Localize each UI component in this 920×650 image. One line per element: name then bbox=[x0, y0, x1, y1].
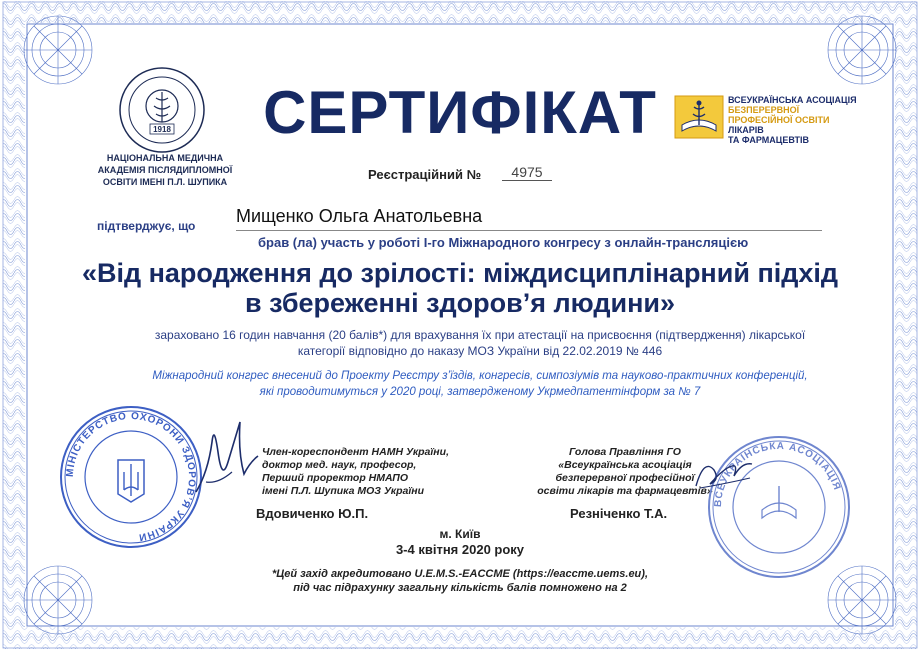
signature-right-icon bbox=[690, 448, 760, 498]
credits-line1: зараховано 16 годин навчання (20 балів*) для врахування їх при атестації на присвоєння (підтвердження) лікарської bbox=[154, 328, 806, 342]
medical-academy-seal-icon bbox=[118, 66, 206, 154]
association-book-logo-icon bbox=[674, 95, 724, 139]
left-org-name bbox=[95, 152, 235, 188]
participation-text: брав (ла) участь у роботі І-го Міжнародного конгресу з онлайн-трансляцією bbox=[258, 235, 749, 250]
footnote-line1: *Цей захід акредитовано U.E.M.S.-EACCME (https://eaccme.uems.eu), bbox=[271, 568, 648, 580]
stamp-left-text: МІНІСТЕРСТВО ОХОРОНИ ЗДОРОВ’Я УКРАЇНИ bbox=[64, 410, 198, 543]
signatory-left-line4: імені П.Л. Шупика МОЗ України bbox=[262, 485, 425, 497]
signatory-right-line4: освіти лікарів та фармацевтів» bbox=[537, 485, 713, 497]
right-org-line1: ВСЕУКРАЇНСЬКА АСОЦІАЦІЯ bbox=[728, 95, 857, 105]
stamp-right-text: ВСЕУКРАЇНСЬКА АСОЦІАЦІЯ bbox=[712, 440, 843, 508]
footnote bbox=[0, 567, 920, 595]
footnote-line2: під час підрахунку загальну кількість балів помножено на 2 bbox=[293, 582, 627, 594]
date: 3-4 квітня 2020 року bbox=[395, 542, 525, 557]
event-title-line2: в збереженні здоров’я людини» bbox=[244, 288, 676, 318]
event-title-line1: «Від народження до зрілості: міждисциплінарний підхід bbox=[81, 258, 839, 288]
seal-year: 1918 bbox=[153, 125, 171, 134]
signatory-right-line3: безперервної професійної bbox=[555, 472, 695, 484]
registry-line2: які проводитимуться у 2020 році, затвердженому Укрмедпатентінформ за № 7 bbox=[259, 386, 701, 398]
signatory-left-title bbox=[262, 446, 462, 498]
credits-text bbox=[90, 327, 870, 359]
event-title bbox=[0, 258, 920, 318]
registry-note bbox=[90, 368, 870, 400]
signatory-left-name: Вдовиченко Ю.П. bbox=[256, 506, 369, 521]
place: м. Київ bbox=[439, 527, 481, 541]
right-org-line5: ТА ФАРМАЦЕВТІВ bbox=[728, 135, 809, 145]
left-org-line1: НАЦІОНАЛЬНА МЕДИЧНА bbox=[106, 153, 224, 163]
credits-line2: категорії відповідно до наказу МОЗ України від 22.02.2019 № 446 bbox=[297, 344, 663, 358]
signatory-left-line3: Перший проректор НМАПО bbox=[262, 472, 409, 484]
certificate-title: СЕРТИФІКАТ bbox=[263, 79, 657, 146]
signatory-right-line2: «Всеукраїнська асоціація bbox=[558, 459, 692, 471]
signatory-right-name: Резніченко Т.А. bbox=[570, 506, 668, 521]
registration-number: 4975 bbox=[502, 164, 552, 181]
right-org-line2: БЕЗПЕРЕРВНОЇ bbox=[728, 105, 800, 115]
right-org-line4: ЛІКАРІВ bbox=[728, 125, 764, 135]
left-org-line2: АКАДЕМІЯ ПІСЛЯДИПЛОМНОЇ bbox=[97, 165, 233, 175]
recipient-name: Мищенко Ольга Анатольевна bbox=[236, 206, 483, 226]
recipient-underline bbox=[236, 230, 822, 231]
registration-label: Реєстраційний № bbox=[368, 167, 482, 182]
signatory-left-line1: Член-кореспондент НАМН України, bbox=[262, 446, 449, 458]
right-org-line3: ПРОФЕСІЙНОЇ ОСВІТИ bbox=[728, 115, 830, 125]
registry-line1: Міжнародний конгрес внесений до Проекту Реєстру з’їздів, конгресів, симпозіумів та науково-практичних конференцій, bbox=[152, 370, 808, 382]
signatory-left-line2: доктор мед. наук, професор, bbox=[262, 459, 417, 471]
signature-left-icon bbox=[188, 412, 268, 502]
confirms-label: підтверджує, що bbox=[97, 219, 196, 233]
signatory-right-line1: Голова Правління ГО bbox=[569, 446, 681, 458]
right-org-name bbox=[728, 95, 868, 145]
left-org-line3: ОСВІТИ ІМЕНІ П.Л. ШУПИКА bbox=[102, 177, 228, 187]
